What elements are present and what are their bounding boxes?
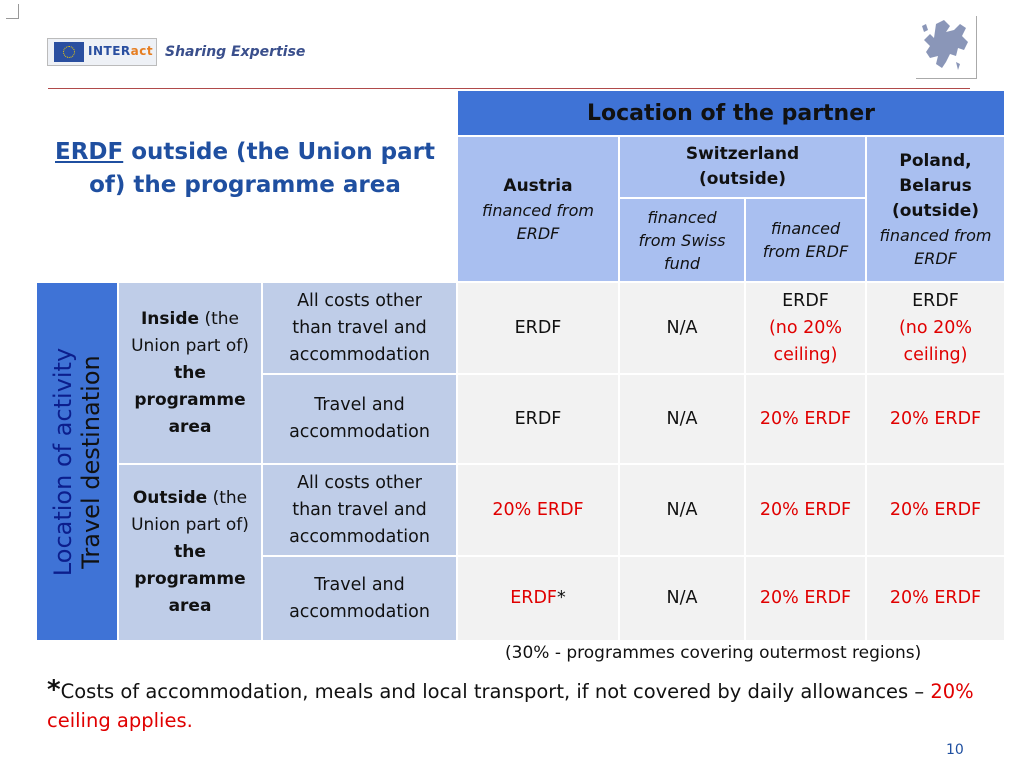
slide-title: ERDF outside (the Union part of) the programme area <box>55 139 435 198</box>
europe-map-icon <box>916 16 977 79</box>
column-poland-belarus: Poland, Belarus (outside) financed from ERDF <box>867 137 1004 281</box>
footnote: *Costs of accommodation, meals and local transport, if not covered by daily allowances – 20% ceiling applies. <box>47 675 974 732</box>
eu-flag-icon <box>54 42 84 62</box>
cell-swiss-erdf: ERDF (no 20% ceiling) <box>746 283 865 373</box>
cell-swiss-fund: N/A <box>620 375 744 463</box>
interact-logo <box>47 38 157 66</box>
row-label: All costs other than travel and accommodation <box>263 465 456 555</box>
cell-swiss-erdf: 20% ERDF <box>746 375 865 463</box>
row-label: Travel and accommodation <box>263 557 456 640</box>
cell-poland: 20% ERDF <box>867 557 1004 640</box>
column-austria: Austria financed from ERDF <box>458 137 618 281</box>
cell-austria: ERDF <box>458 375 618 463</box>
cell-austria: ERDF * <box>458 557 618 640</box>
cell-swiss-fund: N/A <box>620 557 744 640</box>
cell-swiss-fund: N/A <box>620 465 744 555</box>
outermost-regions-note: (30% - programmes covering outermost regions) <box>505 643 922 663</box>
logo-brand: INTERact <box>88 44 154 58</box>
cell-swiss-fund: N/A <box>620 283 744 373</box>
cell-austria: ERDF <box>458 283 618 373</box>
slide-corner-mark <box>6 4 19 19</box>
side-label-line1: Location of activity <box>49 347 77 576</box>
column-switzerland-erdf: financed from ERDF <box>746 199 865 281</box>
activity-location-side-label <box>37 283 117 640</box>
cell-swiss-erdf: 20% ERDF <box>746 465 865 555</box>
column-switzerland-swiss-fund: financed from Swiss fund <box>620 199 744 281</box>
partner-location-header: Location of the partner <box>458 91 1004 135</box>
column-switzerland: Switzerland (outside) <box>620 137 865 197</box>
erdf-link[interactable]: ERDF <box>55 139 124 165</box>
row-label: All costs other than travel and accommodation <box>263 283 456 373</box>
page-number: 10 <box>946 742 964 758</box>
group-outside: Outside (the Union part of) the programme area <box>119 465 261 640</box>
footnote-star: * <box>47 675 61 705</box>
cell-poland: 20% ERDF <box>867 375 1004 463</box>
group-inside: Inside (the Union part of) the programme area <box>119 283 261 463</box>
cell-swiss-erdf: 20% ERDF <box>746 557 865 640</box>
header-divider <box>48 88 970 89</box>
side-label-line2: Travel destination <box>77 354 105 569</box>
cell-poland: ERDF (no 20% ceiling) <box>867 283 1004 373</box>
cell-poland: 20% ERDF <box>867 465 1004 555</box>
tagline: Sharing Expertise <box>165 44 306 60</box>
cell-austria: 20% ERDF <box>458 465 618 555</box>
row-label: Travel and accommodation <box>263 375 456 463</box>
